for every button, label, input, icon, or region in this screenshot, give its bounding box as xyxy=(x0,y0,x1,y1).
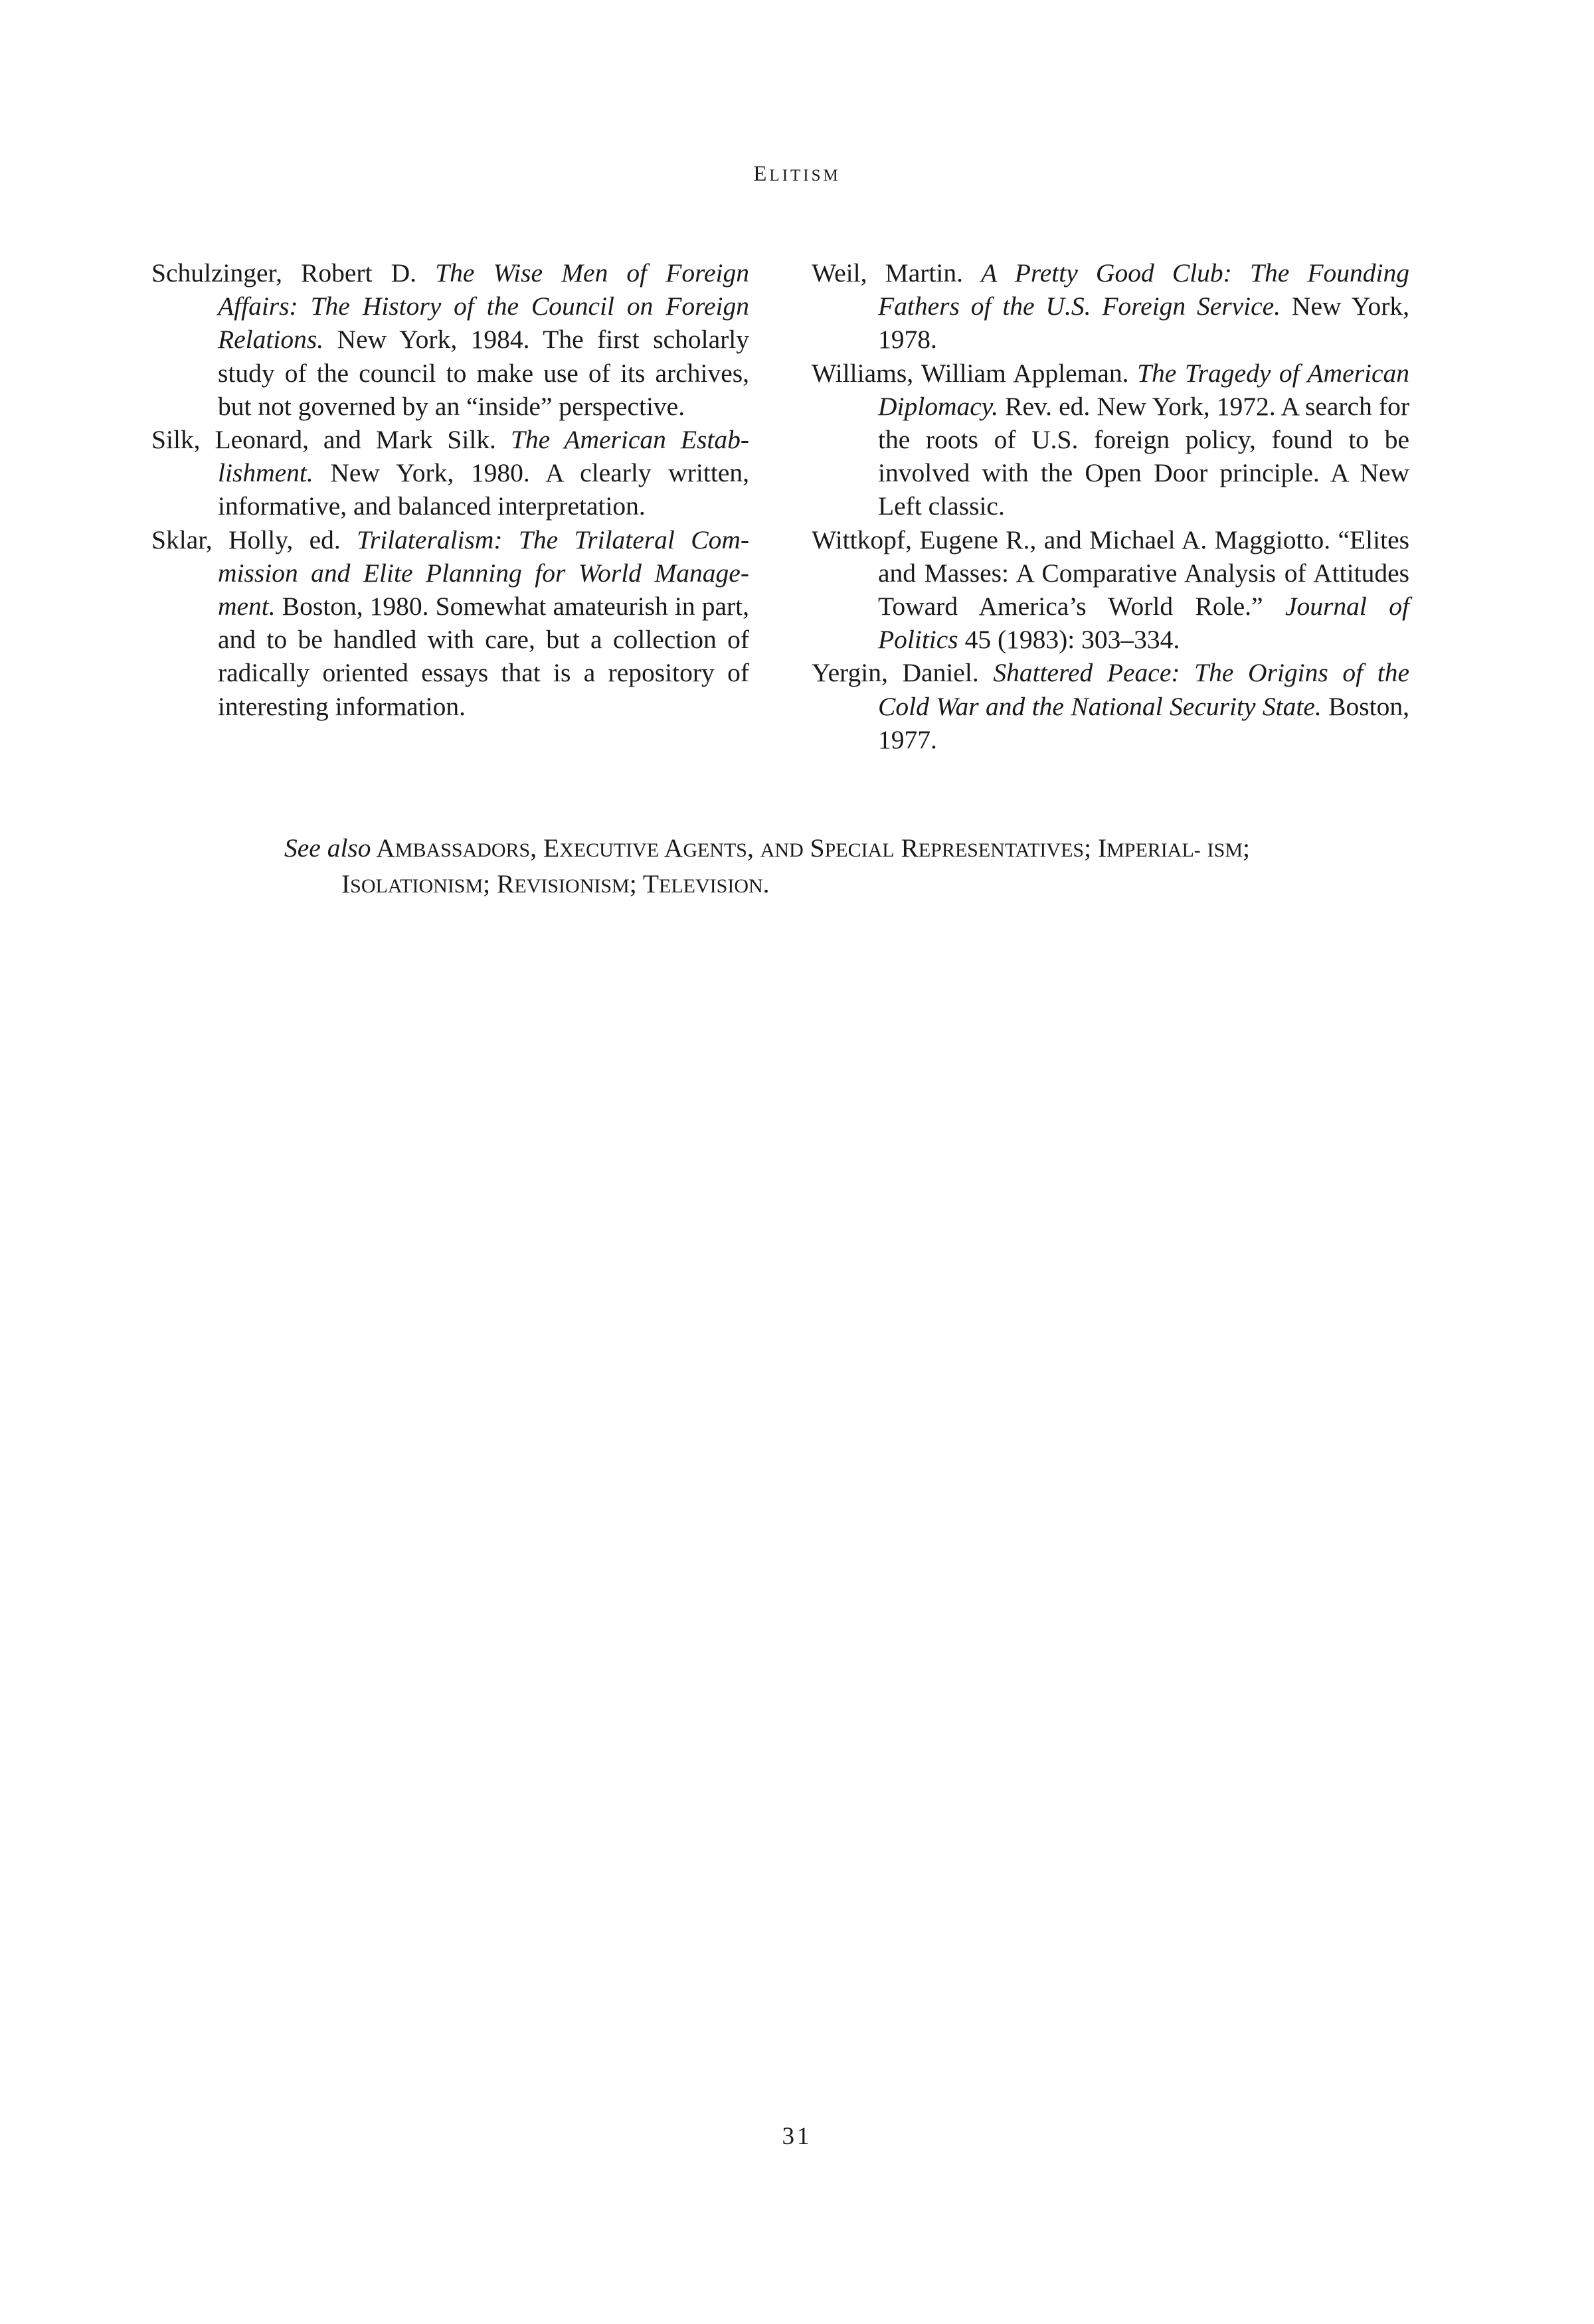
entry-author: Sklar, Holly, ed. xyxy=(151,525,341,554)
entry-author: Yergin, Daniel. xyxy=(812,658,979,688)
see-also-connector: AND xyxy=(760,839,804,861)
see-also-ref-television: TELEVISION xyxy=(642,869,763,898)
entry-article-title: “Elites and Masses: A Comparative Analysis of Attitudes Toward America’s World Role.” xyxy=(878,525,1410,622)
entry-author: Silk, Leonard, and Mark Silk. xyxy=(151,425,496,455)
running-head xyxy=(0,162,1594,187)
entry-note: Boston, 1977. xyxy=(878,691,1409,754)
entry-title: A Pretty Good Club: The Founding Fathers of the U.S. Foreign Service. xyxy=(878,258,1409,321)
entry-author: Wittkopf, Eugene R., and Michael A. Maggiotto. xyxy=(812,525,1331,554)
see-also-ref-ambassadors: AMBASSADORS xyxy=(376,833,531,863)
entry-title: The Wise Men of Foreign Affairs: The History of the Council on Foreign Relations. xyxy=(218,258,749,355)
entry-note: New York, 1984. The first scholarly study of the council to make use of its archives, but not governed by an “inside” perspective. xyxy=(218,325,749,421)
bibliography-entry xyxy=(812,523,1409,657)
entry-title: Trilateralism: The Trilateral Commission and Elite Planning for World Management. xyxy=(218,525,750,622)
entry-note: Boston, 1980. Somewhat amateurish in part, and to be handled with care, but a collection of radically oriented essays that is a repository of interesting information. xyxy=(218,592,749,721)
entry-author: Williams, William Appleman. xyxy=(812,358,1129,388)
bibliography-entry xyxy=(151,423,749,523)
see-also-ref-isolationism: ISOLATIONISM xyxy=(341,869,484,898)
running-head-rest: LITISM xyxy=(769,167,841,185)
see-also-ref-imperialism: IMPERIAL- ISM xyxy=(1097,833,1243,863)
bibliography-left-column xyxy=(151,256,749,723)
see-also-lead: See also xyxy=(284,833,371,863)
entry-author: Weil, Martin. xyxy=(812,258,964,288)
entry-note: New York, 1980. A clearly written, informative, and balanced interpretation. xyxy=(218,458,750,521)
running-head-initial: E xyxy=(753,162,770,186)
bibliography-entry xyxy=(812,656,1409,756)
bibliography-entry xyxy=(151,523,749,723)
entry-title: The American Establishment. xyxy=(218,425,749,488)
entry-journal-title: Journal of Politics xyxy=(878,592,1410,655)
bibliography-entry xyxy=(151,256,749,423)
see-also-ref-revisionism: REVISIONISM xyxy=(497,869,630,898)
see-also-note: See also AMBASSADORS, EXECUTIVE AGENTS, AND SPECIAL REPRESENTATIVES; IMPERIAL- ISM; ISOLATIONISM; REVISIONISM; TELEVISION. xyxy=(284,833,1250,898)
bibliography-entry xyxy=(812,256,1409,357)
entry-author: Schulzinger, Robert D. xyxy=(151,258,417,288)
entry-note: 45 (1983): 303–334. xyxy=(964,625,1180,655)
see-also-ref-special-representatives: SPECIAL REPRESENTATIVES xyxy=(810,833,1085,863)
entry-note: Rev. ed. New York, 1972. A search for the roots of U.S. foreign policy, found to be involved with the Open Door principle. A New Left classic. xyxy=(878,391,1409,521)
entry-title: The Tragedy of American Diplomacy. xyxy=(878,358,1409,421)
entry-title: Shattered Peace: The Origins of the Cold War and the National Security State. xyxy=(878,658,1410,721)
entry-note: New York, 1978. xyxy=(878,291,1409,355)
see-also-ref-executive-agents: EXECUTIVE AGENTS xyxy=(543,833,747,863)
bibliography-right-column xyxy=(812,256,1409,756)
page-number: 31 xyxy=(782,2123,812,2150)
bibliography-entry xyxy=(812,357,1409,523)
